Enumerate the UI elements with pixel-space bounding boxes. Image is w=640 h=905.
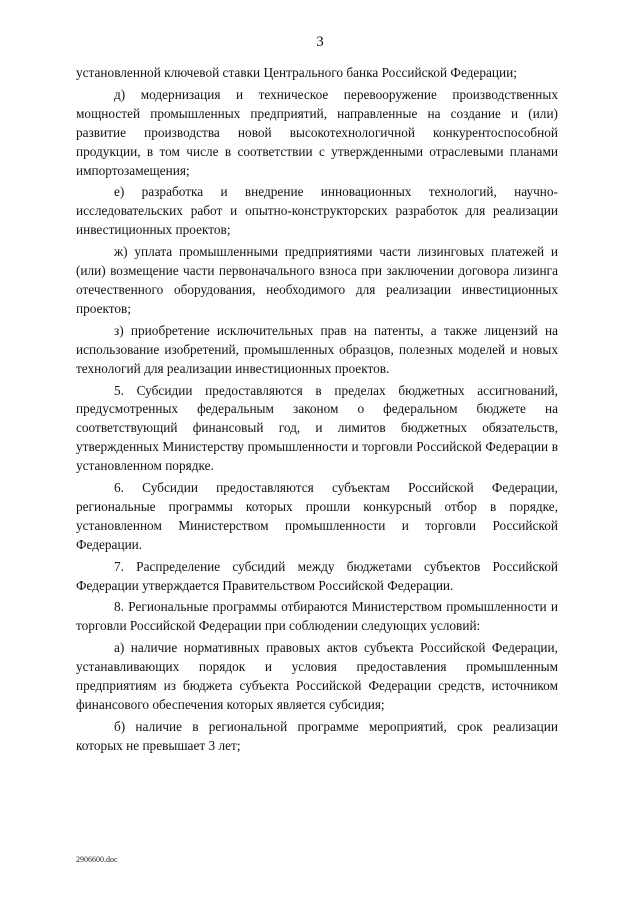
- paragraph-item-z: з) приобретение исключительных прав на патенты, а также лицензий на использование изобретений, промышленных образцов, полезных моделей и новых технологий для реализации инвестиционных проектов.: [76, 322, 558, 376]
- paragraph-item-zh: ж) уплата промышленными предприятиями части лизинговых платежей и (или) возмещение части первоначального взноса при заключении договора лизинга отечественного оборудования, необходимого для реализации инвестиционных проектов;: [76, 244, 558, 316]
- paragraph-item-e: е) разработка и внедрение инновационных технологий, научно-исследовательских работ и опытно-конструкторских разработок для реализации инвестиционных проектов;: [76, 184, 558, 238]
- document-body: [76, 64, 558, 759]
- footer-file-code: 2906600.doc: [76, 855, 118, 864]
- paragraph-item-a: а) наличие нормативных правовых актов субъекта Российской Федерации, устанавливающих порядок и условия предоставления промышленным предприятиям из бюджета субъекта Российской Федерации средств, источником финансового обеспечения которых является субсидия;: [76, 640, 558, 712]
- paragraph-item-b: б) наличие в региональной программе мероприятий, срок реализации которых не превышает 3 лет;: [76, 718, 558, 753]
- paragraph-clause-6: 6. Субсидии предоставляются субъектам Российской Федерации, региональные программы которых прошли конкурсный отбор в порядке, установленном Министерством промышленности и торговли Российской Федерации.: [76, 480, 558, 552]
- paragraph-ruling-continuation: установленной ключевой ставки Центрального банка Российской Федерации;: [76, 65, 517, 80]
- paragraph-clause-8: 8. Региональные программы отбираются Министерством промышленности и торговли Российской Федерации при соблюдении следующих условий:: [76, 599, 558, 634]
- paragraph-clause-5: 5. Субсидии предоставляются в пределах бюджетных ассигнований, предусмотренных федеральным законом о федеральном бюджете на соответствующий финансовый год, и лимитов бюджетных обязательств, утвержденных Министерству промышленности и торговли Российской Федерации в установленном порядке.: [76, 382, 558, 474]
- paragraph-item-d: д) модернизация и техническое перевооружение производственных мощностей промышленных предприятий, направленные на создание и (или) развитие производства новой высокотехнологичной конкурентоспособной продукции, в том числе в соответствии с утвержденными отраслевыми планами импортозамещения;: [76, 86, 558, 178]
- paragraph-clause-7: 7. Распределение субсидий между бюджетами субъектов Российской Федерации утверждается Правительством Российской Федерации.: [76, 558, 558, 593]
- page-number: 3: [316, 34, 324, 50]
